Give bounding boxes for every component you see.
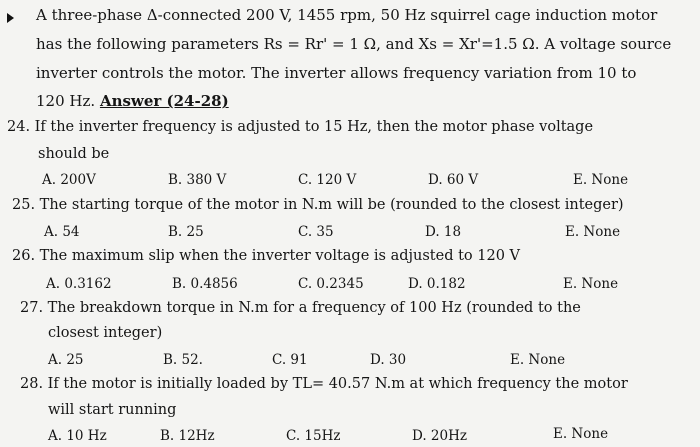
question-25	[12, 197, 624, 213]
option-25-e: E. None	[565, 224, 621, 240]
option-28-e: E. None	[553, 426, 609, 442]
option-28-a: A. 10 Hz	[48, 428, 107, 444]
intro-line-4	[36, 92, 229, 110]
option-28-c: C. 15Hz	[286, 428, 341, 444]
question-28	[20, 376, 628, 392]
option-24-b: B. 380 V	[168, 172, 227, 188]
option-24-d: D. 60 V	[428, 172, 479, 188]
option-26-a: A. 0.3162	[46, 276, 112, 292]
option-27-b: B. 52.	[163, 352, 203, 368]
option-24-a: A. 200V	[42, 172, 96, 188]
option-27-e: E. None	[510, 352, 566, 368]
intro-line-2: has the following parameters Rs = Rr' = 1 Ω, and Xs = Xr'=1.5 Ω. A voltage source	[36, 35, 672, 53]
intro-line-1: A three-phase Δ-connected 200 V, 1455 rpm, 50 Hz squirrel cage induction motor	[36, 6, 658, 24]
option-27-c: C. 91	[272, 352, 308, 368]
question-text: The starting torque of the motor in N.m will be (rounded to the closest integer)	[39, 197, 624, 213]
option-26-b: B. 0.4856	[172, 276, 238, 292]
option-28-b: B. 12Hz	[160, 428, 215, 444]
question-number: 25.	[12, 197, 36, 213]
option-24-c: C. 120 V	[298, 172, 357, 188]
question-number: 24.	[7, 119, 31, 135]
option-25-b: B. 25	[168, 224, 204, 240]
option-26-e: E. None	[563, 276, 619, 292]
question-24	[7, 119, 593, 135]
question-27	[20, 300, 581, 316]
question-number: 27.	[20, 300, 44, 316]
question-number: 26.	[12, 248, 36, 264]
option-25-a: A. 54	[44, 224, 80, 240]
option-24-e: E. None	[573, 172, 629, 188]
question-26	[12, 248, 520, 264]
answer-reference: Answer (24-28)	[99, 92, 229, 110]
intro-line-4-text: 120 Hz.	[36, 92, 96, 110]
option-26-d: D. 0.182	[408, 276, 466, 292]
bullet-icon	[7, 13, 14, 23]
option-27-d: D. 30	[370, 352, 407, 368]
option-27-a: A. 25	[48, 352, 84, 368]
option-28-d: D. 20Hz	[412, 428, 467, 444]
question-text: The maximum slip when the inverter voltage is adjusted to 120 V	[39, 248, 521, 264]
option-25-c: C. 35	[298, 224, 334, 240]
question-text: The breakdown torque in N.m for a frequency of 100 Hz (rounded to the	[47, 300, 581, 316]
intro-line-3: inverter controls the motor. The inverter allows frequency variation from 10 to	[36, 64, 637, 82]
question-text: If the motor is initially loaded by TL= 40.57 N.m at which frequency the motor	[47, 376, 628, 392]
question-27-line-2: closest integer)	[48, 325, 163, 341]
option-26-c: C. 0.2345	[298, 276, 364, 292]
question-number: 28.	[20, 376, 44, 392]
question-text: If the inverter frequency is adjusted to 15 Hz, then the motor phase voltage	[34, 119, 594, 135]
question-24-line-2: should be	[38, 146, 110, 162]
question-28-line-2: will start running	[48, 402, 177, 418]
option-25-d: D. 18	[425, 224, 462, 240]
